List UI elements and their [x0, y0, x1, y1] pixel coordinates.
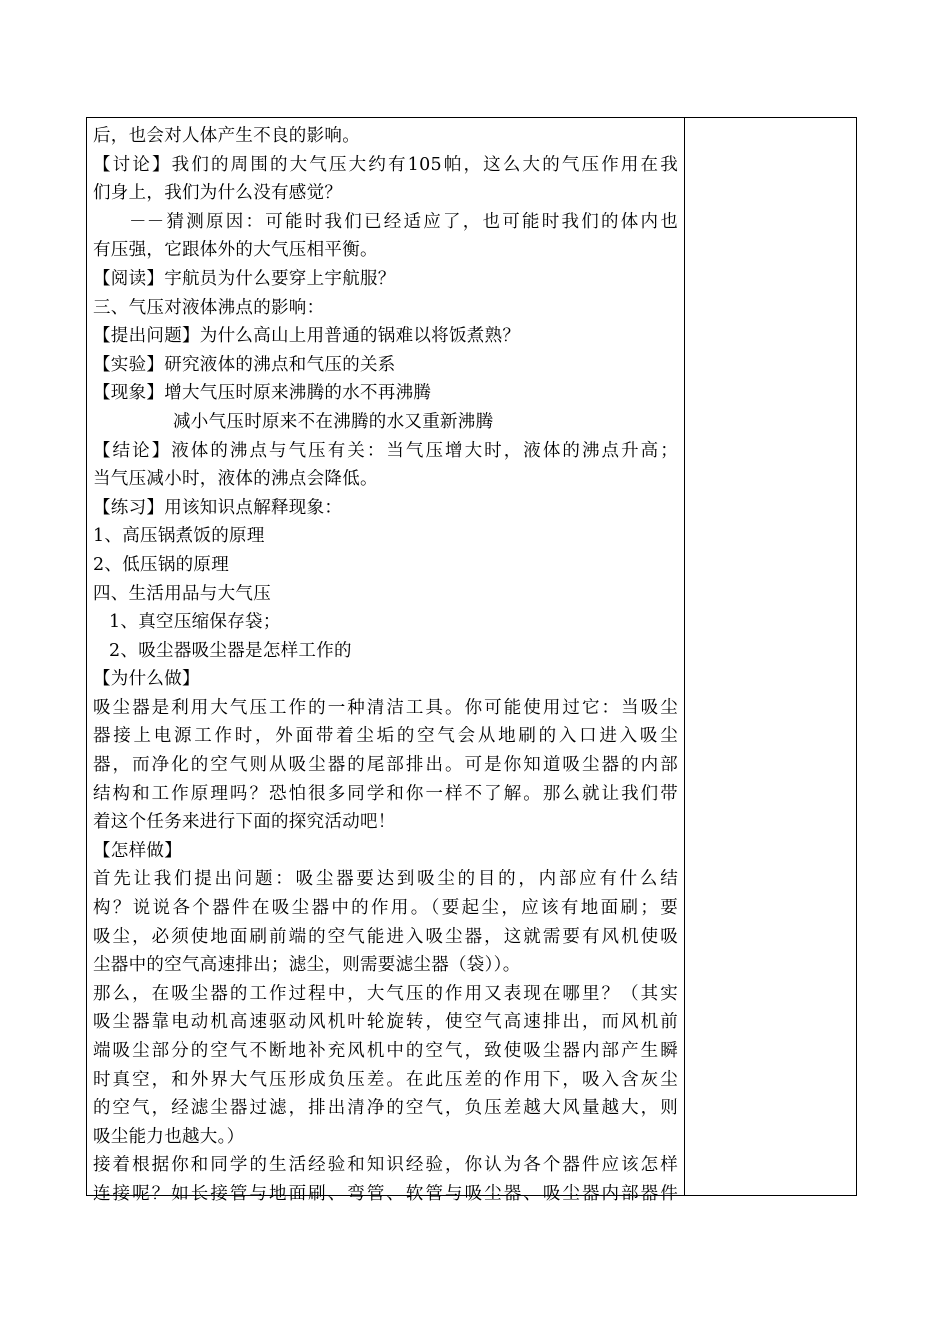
text-line: 减小气压时原来不在沸腾的水又重新沸腾: [173, 411, 494, 432]
text-line: 【阅读】宇航员为什么要穿上宇航服？: [93, 268, 396, 289]
text-line: 【现象】增大气压时原来沸腾的水不再沸腾: [93, 383, 432, 404]
text-line: 四、生活用品与大气压: [93, 583, 271, 604]
text-line: 器，而净化的空气则从吸尘器的尾部排出。可是你知道吸尘器的内部: [93, 755, 678, 776]
text-line: 【练习】用该知识点解释现象：: [93, 497, 343, 518]
text-line: 1、真空压缩保存袋；: [109, 612, 281, 633]
text-line: 尘器中的空气高速排出；滤尘，则需要滤尘器（袋））。: [93, 955, 521, 976]
text-line: 吸尘能力也越大。）: [93, 1126, 245, 1147]
text-line: 2、低压锅的原理: [93, 554, 230, 575]
content-cell: [87, 118, 685, 1204]
text-line: 吸尘，必须使地面刷前端的空气能进入吸尘器，这就需要有风机使吸: [93, 926, 678, 947]
text-line: 吸尘器靠电动机高速驱动风机叶轮旋转，使空气高速排出，而风机前: [93, 1012, 678, 1033]
text-line: 构？说说各个器件在吸尘器中的作用。（要起尘，应该有地面刷；要: [93, 898, 678, 919]
text-line: 器接上电源工作时，外面带着尘垢的空气会从地刷的入口进入吸尘: [93, 726, 678, 747]
text-line: 连接呢？如长接管与地面刷、弯管、软管与吸尘器、吸尘器内部器件: [93, 1183, 678, 1204]
text-line: 结构和工作原理吗？恐怕很多同学和你一样不了解。那么就让我们带: [93, 783, 678, 804]
text-line: 们身上，我们为什么没有感觉？: [93, 183, 343, 204]
text-line: 接着根据你和同学的生活经验和知识经验，你认为各个器件应该怎样: [93, 1155, 678, 1176]
text-line: 2、吸尘器吸尘器是怎样工作的: [109, 640, 352, 661]
text-line: 吸尘器是利用大气压工作的一种清洁工具。你可能使用过它：当吸尘: [93, 697, 678, 718]
text-line: 1、高压锅煮饭的原理: [93, 526, 265, 547]
text-line: －－猜测原因：可能时我们已经适应了，也可能时我们的体内也: [129, 211, 678, 232]
text-line: 后，也会对人体产生不良的影响。: [93, 126, 360, 146]
text-line: 端吸尘部分的空气不断地补充风机中的空气，致使吸尘器内部产生瞬: [93, 1041, 678, 1061]
text-line: 的空气，经滤尘器过滤，排出清净的空气，负压差越大风量越大，则: [93, 1098, 678, 1119]
text-line: 当气压减小时，液体的沸点会降低。: [93, 469, 378, 490]
text-line: 首先让我们提出问题：吸尘器要达到吸尘的目的，内部应有什么结: [93, 869, 678, 890]
text-line: 【实验】研究液体的沸点和气压的关系: [93, 354, 396, 375]
document-table: [86, 117, 857, 1204]
text-line: 【提出问题】为什么高山上用普通的锅难以将饭煮熟？: [93, 326, 521, 347]
text-line: 时真空，和外界大气压形成负压差。在此压差的作用下，吸入含灰尘: [93, 1069, 678, 1090]
text-line: 【结论】液体的沸点与气压有关：当气压增大时，液体的沸点升高；: [93, 440, 678, 461]
text-line: 有压强，它跟体外的大气压相平衡。: [93, 240, 378, 261]
text-line: 【为什么做】: [93, 669, 200, 690]
text-line: 着这个任务来进行下面的探究活动吧！: [93, 812, 396, 833]
text-line: 那么，在吸尘器的工作过程中，大气压的作用又表现在哪里？（其实: [93, 983, 678, 1004]
text-line: 【讨论】我们的周围的大气压大约有105帕，这么大的气压作用在我: [93, 154, 678, 175]
notes-cell: [685, 118, 856, 1195]
text-line: 【怎样做】: [93, 840, 182, 861]
text-line: 三、气压对液体沸点的影响：: [93, 297, 325, 318]
